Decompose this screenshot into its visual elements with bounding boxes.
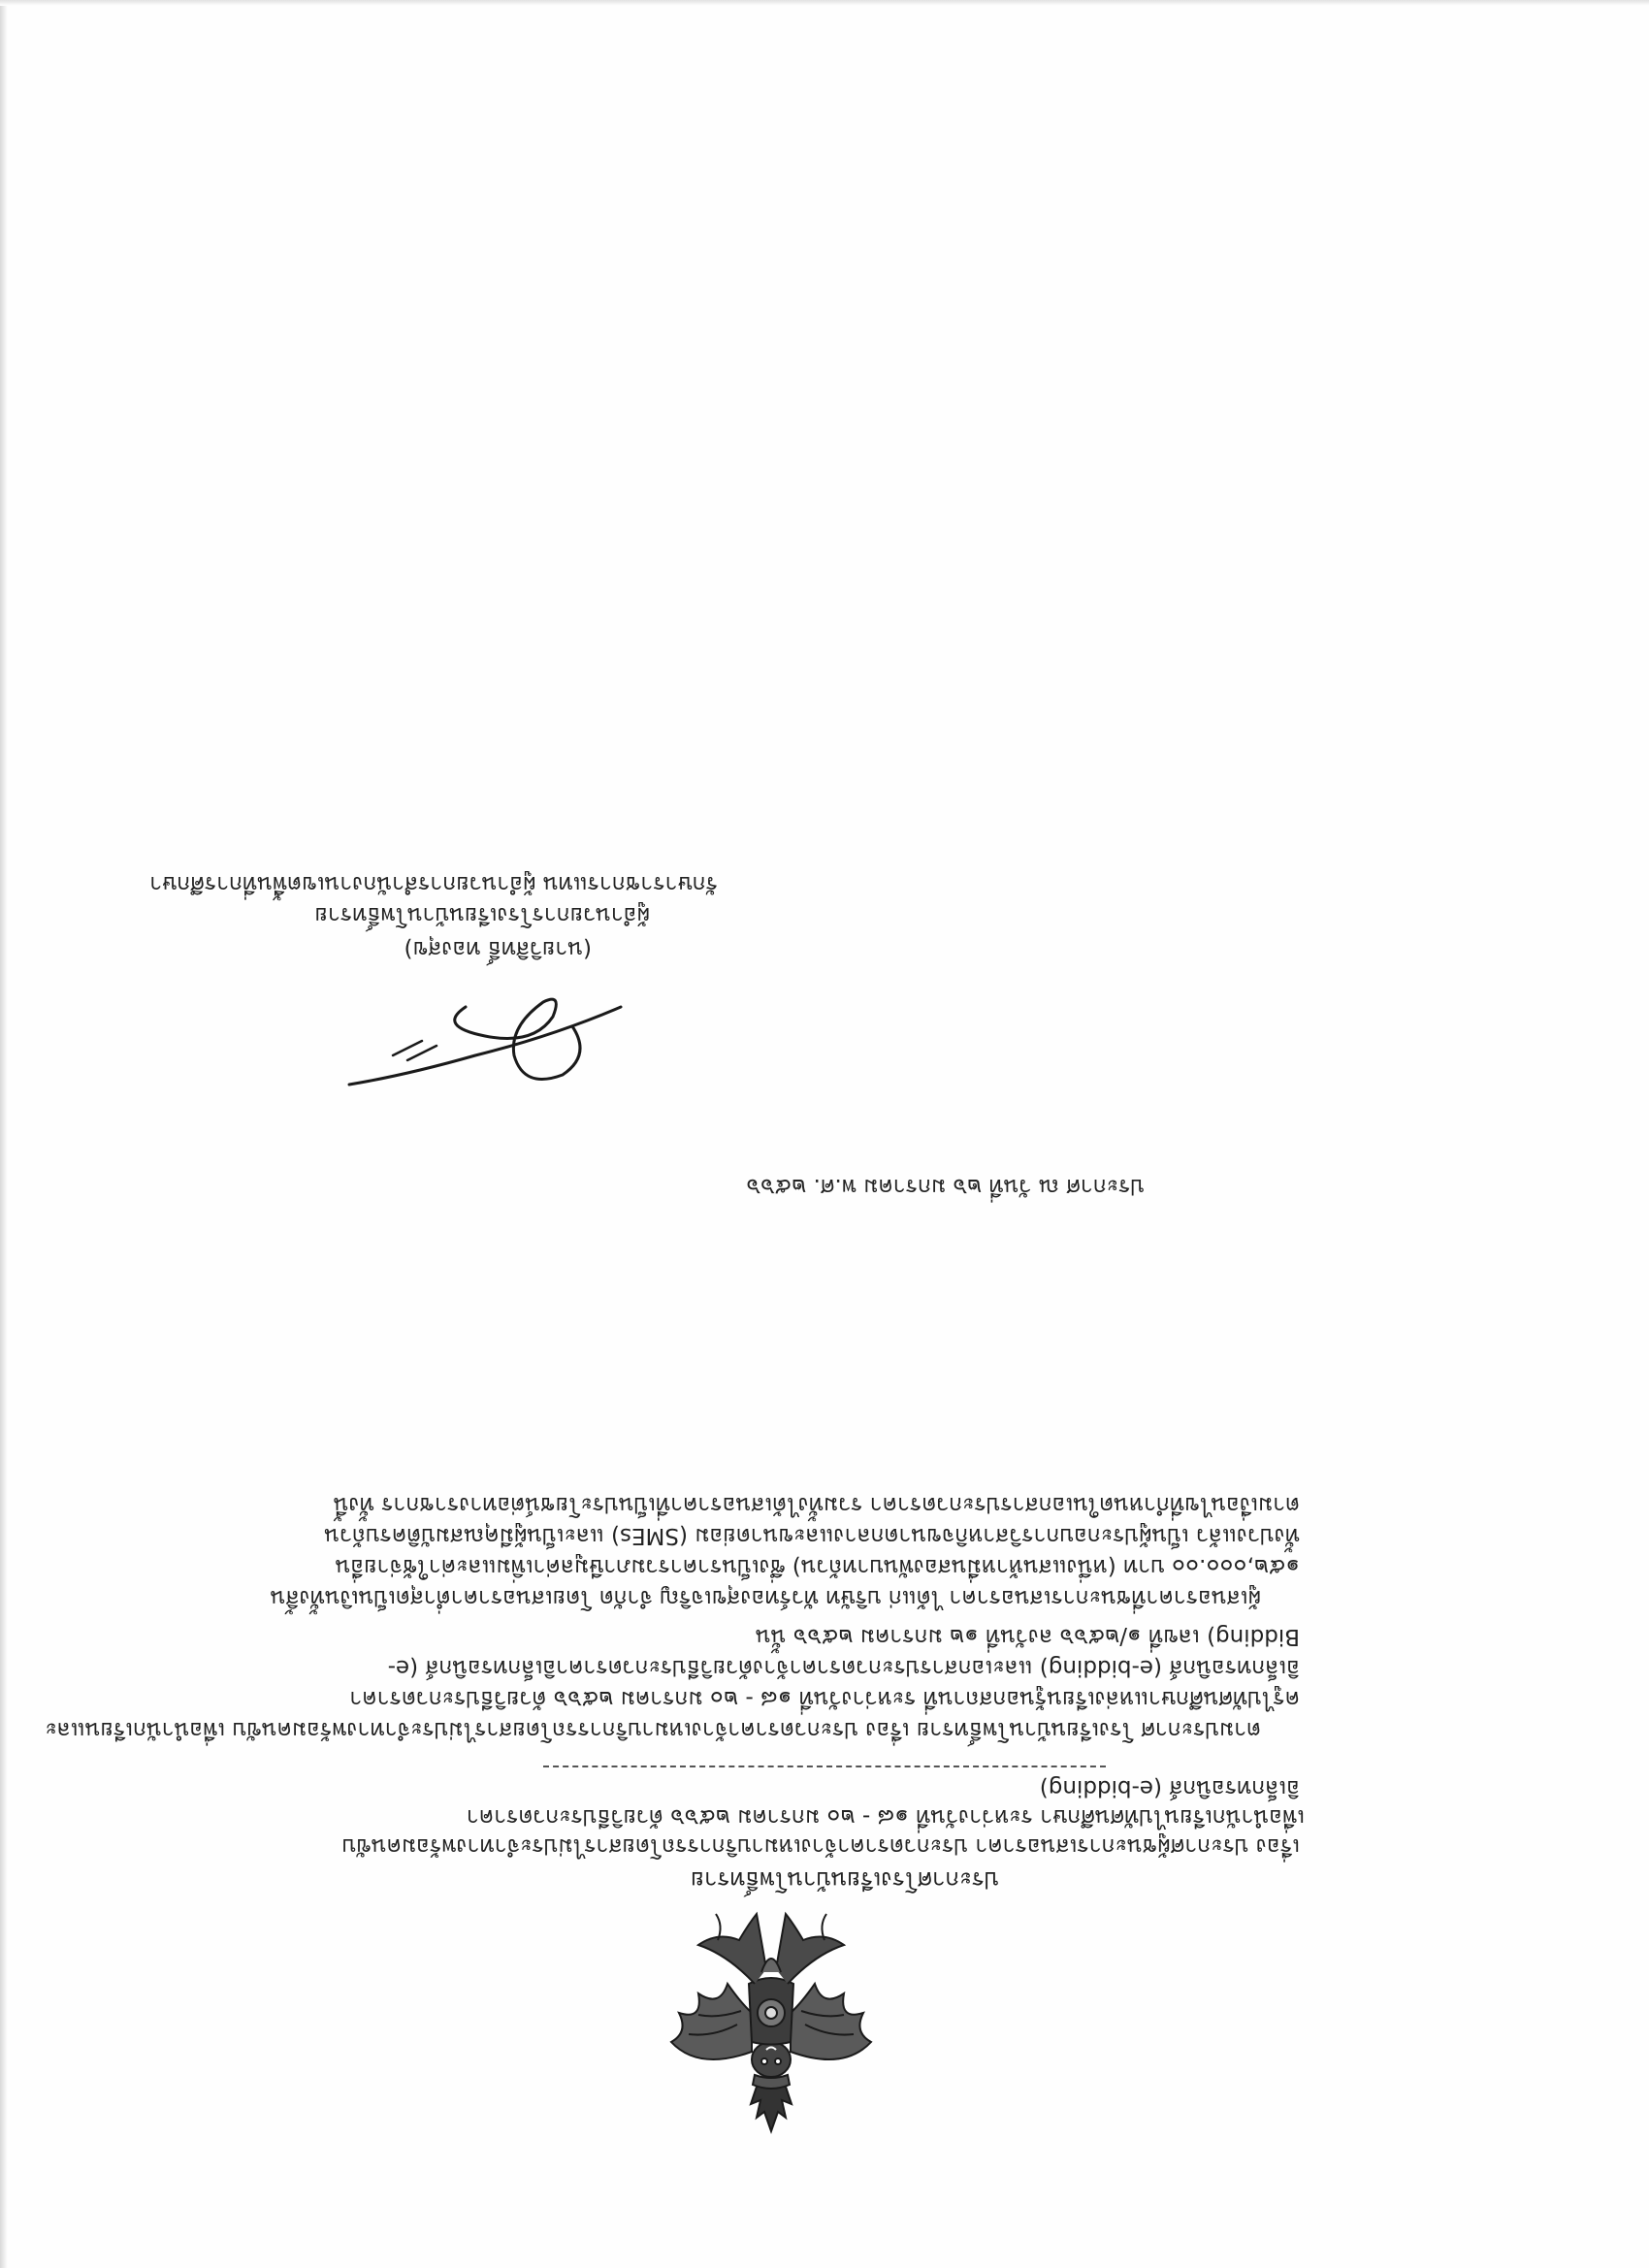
paragraph-2-line-4: ตามเงื่อนไขที่กำหนดในเอกสารประกวดราคา รวมทั้งได้เสนอราคาที่เป็นประโยชน์ต่อทางราชการ ทั้งนี้ <box>333 1492 1300 1517</box>
paragraph-2-line-1: ผู้เสนอราคาที่ชนะการเสนอราคา ได้แก่ บริษัท ทัวร์ทองสุขเจริญ จำกัด โดยเสนอราคาต่ำสุดเป็นเงินทั้งสิ้น <box>270 1585 1261 1610</box>
paragraph-1-line-1: ตามประกาศ โรงเรียนบ้านโพธิ์ทราย เรื่อง ประกวดราคาจ้างเหมาบริการรถโดยสารไม่ประจำทางพร้อมคนขับ เพื่อนำนักเรียนและ <box>45 1717 1261 1742</box>
subject-line-2: เพื่อนำนักเรียนไปทัศนศึกษา ระหว่างวันที่ ๑๘ - ๒๐ มกราคม ๒๕๖๖ ด้วยวิธีประกวดราคา <box>466 1804 1305 1830</box>
paragraph-1-line-2: ครูไปทัศนศึกษาแหล่งเรียนรู้นอกสถานที่ ระหว่างวันที่ ๑๘ - ๒๐ มกราคม ๒๕๖๖ ด้วยวิธีประกวดราคา <box>349 1686 1300 1711</box>
signatory-position-1: ผู้อำนวยการโรงเรียนบ้านโพธิ์ทราย <box>314 902 650 927</box>
header-title: ประกาศโรงเรียนบ้านโพธิ์ทราย <box>690 1866 999 1894</box>
signature-icon <box>301 988 630 1094</box>
signatory-position-2: รักษาราชการแทน ผู้อำนวยการสำนักงานเขตพื้นที่การศึกษา <box>149 871 718 896</box>
garuda-emblem-icon <box>660 1906 883 2139</box>
subject-line-1: เรื่อง ประกาศผู้ชนะการเสนอราคา ประกวดราคาจ้างเหมาบริการรถโดยสารไม่ประจำทางพร้อมคนขับ <box>341 1833 1300 1859</box>
scan-edge <box>0 0 8 2268</box>
subject-line-3: อิเล็กทรอนิกส์ (e-bidding) <box>1039 1775 1300 1800</box>
paragraph-2-line-3: ทั้งปวงแล้ว เป็นผู้ประกอบการวิสาหกิจขนาดกลางและขนาดย่อม (SMEs) และเป็นผู้มีคุณสมบัติครบถ้วน <box>324 1523 1300 1548</box>
section-divider <box>543 1766 1106 1767</box>
announcement-date: ประกาศ ณ วันที่ ๒๖ มกราคม พ.ศ. ๒๕๖๖ <box>746 1174 1145 1199</box>
paragraph-1-line-3: อิเล็กทรอนิกส์ (e-bidding) และเอกสารประกวดราคาจ้างด้วยวิธีประกวดราคาอิเล็กทรอนิกส์ (e- <box>387 1655 1300 1680</box>
paragraph-2-line-2: ๑๕๒,๐๐๐.๐๐ บาท (หนึ่งแสนห้าหมื่นสองพันบาทถ้วน) ซึ่งเป็นราคารวมภาษีมูลค่าเพิ่มและค่าใช้จ่ายอื่น <box>335 1554 1300 1579</box>
signatory-name: (นายวิสิทธิ์ ทองสุข) <box>404 936 592 961</box>
paragraph-1-line-4: Bidding) เลขที่ ๑/๒๕๖๖ ลงวันที่ ๑๒ มกราคม ๒๕๖๖ นั้น <box>755 1624 1300 1649</box>
scan-edge <box>0 0 1649 6</box>
